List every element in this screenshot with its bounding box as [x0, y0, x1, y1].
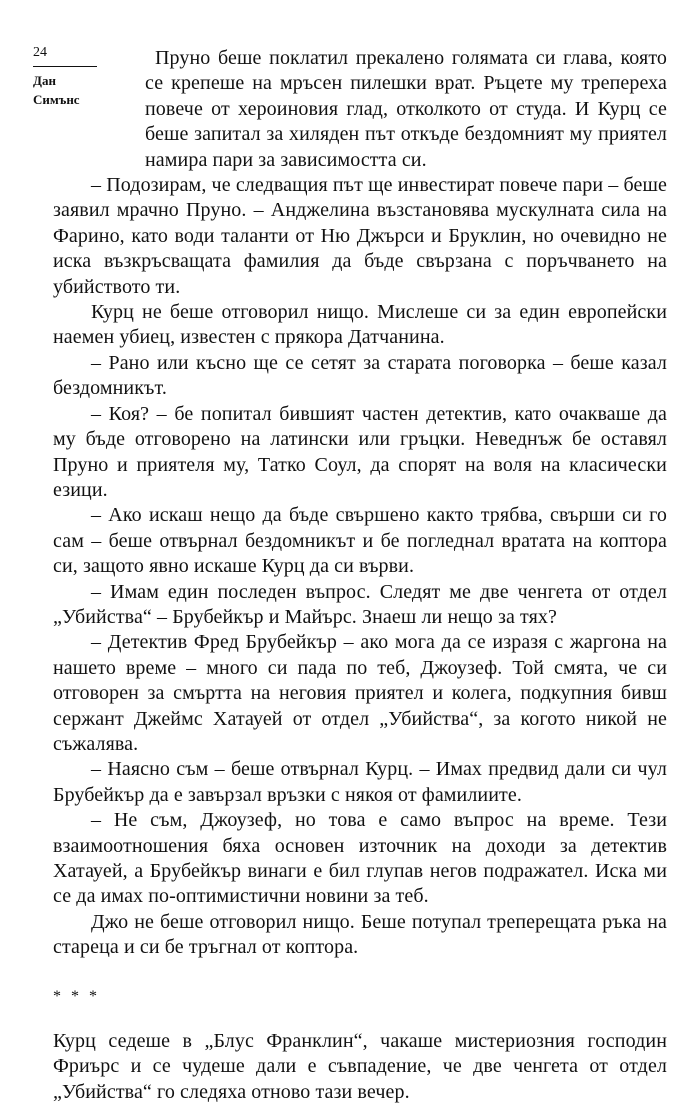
paragraph: – Не съм, Джоузеф, но това е само въпрос на време. Тези взаимоотношения бяха основен източник на доходи за детектив Хатауей, а Брубейкър винаги е бил глупав негов подражател. Иска ми се да имах по-оптимистични новини за теб. [53, 809, 667, 908]
author-name-last: Симънс [33, 92, 80, 107]
paragraph: – Наясно съм – беше отвърнал Курц. – Имах предвид дали си чул Брубейкър да е завързал връзки с някоя от фамилиите. [53, 758, 667, 806]
author-name-first: Дан [33, 73, 56, 88]
section-separator: * * * [53, 987, 100, 1005]
paragraph: Пруно беше поклатил прекалено голямата си глава, която се крепеше на мръсен пилешки врат. Ръцете му трепереха повече от хероиновия глад, отколкото от студа. И Курц се беше запитал за хиляден път откъде бездомният му приятел намира пари за зависимостта си. [145, 47, 667, 171]
paragraph: – Подозирам, че следващия път ще инвестират повече пари – беше заявил мрачно Пруно. – Анджелина възстановява мускулната сила на Фарино, като води таланти от Ню Джърси и Бруклин, но очевидно не иска възкръсващата фамилия да бъде свързана с поръчването на убийството ти. [53, 174, 667, 298]
paragraph: – Детектив Фред Брубейкър – ако мога да се изразя с жаргона на нашето време – много си пада по теб, Джоузеф. Той смята, че си отговорен за смъртта на неговия приятел и колега, подкупния бивш сержант Джеймс Хатауей от отдел „Убийства“, за когото никой не съжалява. [53, 631, 667, 755]
paragraph: Джо не беше отговорил нищо. Беше потупал треперещата ръка на стареца и си бе тръгнал от коптора. [53, 910, 667, 959]
paragraph: – Коя? – бе попитал бившият частен детектив, като очакваше да му бъде отговорено на латински или гръцки. Неведнъж бе оставял Пруно и приятеля му, Татко Соул, да спорят на воля на класически езици. [53, 402, 667, 501]
paragraph-final: Курц седеше в „Блус Франклин“, чакаше мистериозния господин Фриърс и се чудеше дали е съвпадение, че две ченгета от отдел „Убийства“ го следяха отново тази вечер. [53, 1030, 667, 1103]
paragraph: – Ако искаш нещо да бъде свършено както трябва, свърши си го сам – беше отвърнал бездомникът и бе погледнал вратата на коптора си, защото явно искаше Курц да си върви. [53, 504, 667, 578]
body-text [53, 46, 667, 1105]
page-number: 24 [33, 45, 47, 60]
paragraph: – Рано или късно ще се сетят за старата поговорка – беше казал бездомникът. [53, 351, 667, 400]
paragraph: – Имам един последен въпрос. Следят ме две ченгета от отдел „Убийства“ – Брубейкър и Майърс. Знаеш ли нещо за тях? [53, 580, 667, 628]
paragraph: Курц не беше отговорил нищо. Мислеше си за един европейски наемен убиец, известен с прякора Датчанина. [53, 301, 667, 349]
